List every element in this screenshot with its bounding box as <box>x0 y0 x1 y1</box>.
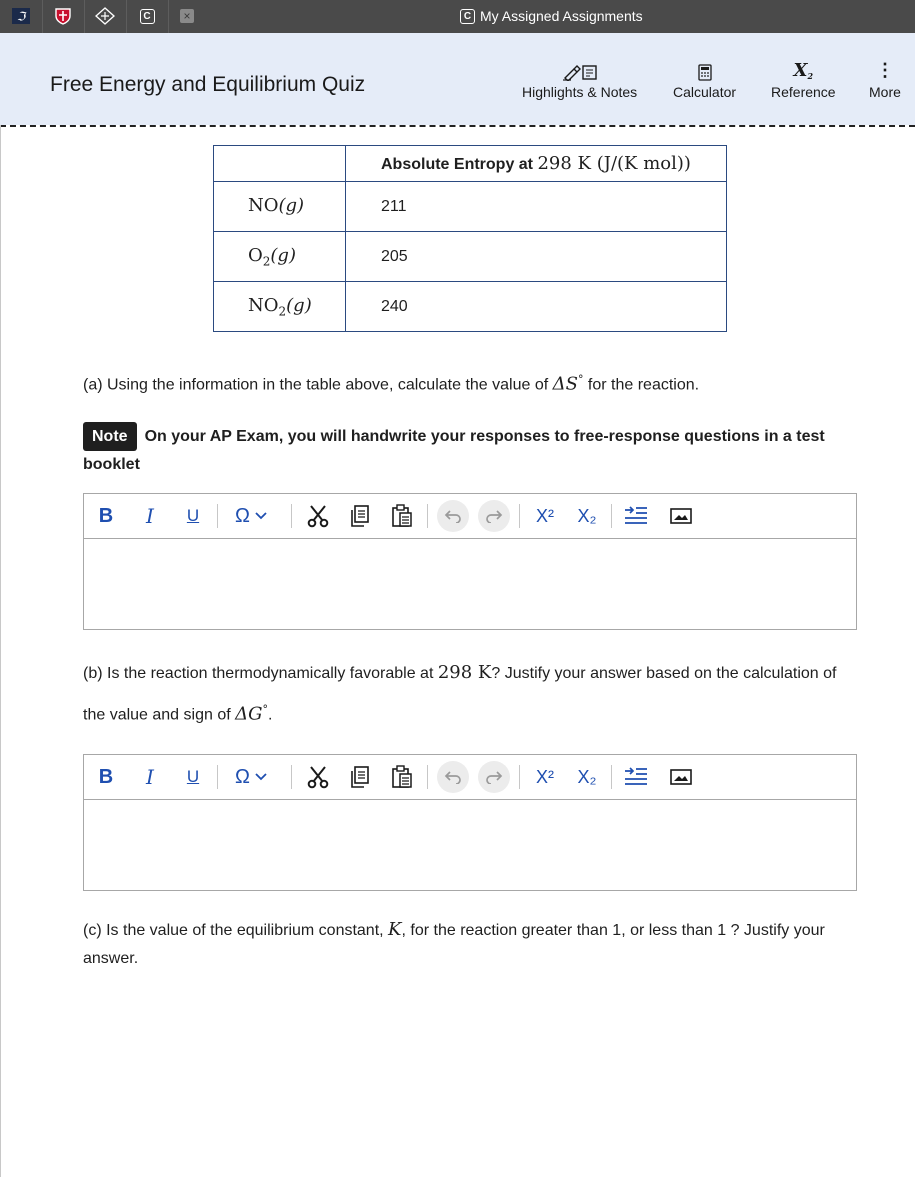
toolbar-separator <box>217 504 218 528</box>
bold-button[interactable]: B <box>98 504 114 527</box>
toolbar-separator <box>217 765 218 789</box>
toolbar-separator <box>611 765 612 789</box>
subscript-button[interactable]: X₂ <box>577 505 597 526</box>
species-cell: NO(g) <box>214 182 346 232</box>
tab-separator <box>84 0 85 33</box>
superscript-button[interactable]: X² <box>536 766 554 787</box>
paste-icon[interactable] <box>388 494 416 538</box>
image-icon[interactable] <box>666 755 696 799</box>
special-character-button[interactable]: Ω <box>227 755 275 799</box>
redo-icon <box>485 770 503 784</box>
redo-button[interactable] <box>477 755 511 799</box>
svg-text:ℑ: ℑ <box>16 9 26 24</box>
header-divider <box>0 125 915 127</box>
more-button[interactable] <box>869 61 901 100</box>
reference-icon: X $_2$ <box>793 60 814 81</box>
calculator-icon <box>698 61 712 81</box>
left-border <box>0 125 1 1177</box>
shield-icon[interactable] <box>46 4 80 28</box>
note-text: On your AP Exam, you will handwrite your responses to free-response questions in a test booklet <box>83 428 825 473</box>
tab-title-text: My Assigned Assignments <box>480 8 643 24</box>
tab-separator <box>168 0 169 33</box>
editor-toolbar <box>84 755 856 800</box>
chevron-down-icon <box>255 773 267 781</box>
toolbar-separator <box>427 504 428 528</box>
table-header-row <box>214 146 727 182</box>
tab-separator <box>126 0 127 33</box>
toolbar-separator <box>427 765 428 789</box>
crest-icon[interactable] <box>88 4 122 28</box>
indent-icon[interactable] <box>621 494 651 538</box>
note-block <box>83 422 853 478</box>
more-label: More <box>869 84 901 100</box>
italic-button[interactable]: I <box>146 765 154 789</box>
undo-icon <box>444 770 462 784</box>
toolbar-separator <box>519 765 520 789</box>
image-icon[interactable] <box>666 494 696 538</box>
table-row <box>214 232 727 282</box>
undo-button[interactable] <box>436 494 470 538</box>
paste-icon[interactable] <box>388 755 416 799</box>
redo-icon <box>485 509 503 523</box>
toolbar-separator <box>611 504 612 528</box>
undo-icon <box>444 509 462 523</box>
bold-button[interactable]: B <box>98 765 114 788</box>
cut-icon[interactable] <box>304 494 332 538</box>
close-tab-icon[interactable]: × <box>170 4 204 28</box>
response-editor-a <box>83 493 857 630</box>
editor-toolbar <box>84 494 856 539</box>
species-cell: $NO_2(g)$ <box>214 282 346 332</box>
species-cell: $O_2(g)$ <box>214 232 346 282</box>
calculator-button[interactable] <box>673 61 736 100</box>
highlights-notes-label: Highlights & Notes <box>522 84 638 100</box>
underline-button[interactable]: U <box>186 506 200 525</box>
toolbar-separator <box>291 765 292 789</box>
table-header-entropy: Absolute Entropy at 298 K (J/(K mol)) <box>346 146 727 182</box>
redo-button[interactable] <box>477 494 511 538</box>
c-logo-icon: C <box>460 9 475 24</box>
editor-text-area[interactable] <box>84 800 856 892</box>
subscript-button[interactable]: X₂ <box>577 766 597 787</box>
chevron-down-icon <box>255 512 267 520</box>
italic-button[interactable]: I <box>146 504 154 528</box>
note-badge: Note <box>83 422 137 451</box>
cut-icon[interactable] <box>304 755 332 799</box>
response-editor-b <box>83 754 857 891</box>
toolbar-separator <box>291 504 292 528</box>
toolbar-separator <box>519 504 520 528</box>
question-a: (a) Using the information in the table above, calculate the value of ΔS° for the reaction. <box>83 373 700 395</box>
highlighter-notes-icon <box>561 61 599 81</box>
reference-label: Reference <box>771 84 836 100</box>
indent-icon[interactable] <box>621 755 651 799</box>
calculator-label: Calculator <box>673 84 737 100</box>
table-header-empty <box>214 146 346 182</box>
c-tab-icon[interactable]: C <box>130 4 164 28</box>
special-character-button[interactable]: Ω <box>227 494 275 538</box>
page-title: Free Energy and Equilibrium Quiz <box>50 73 366 96</box>
scripture-icon[interactable] <box>4 4 38 28</box>
browser-tab-bar <box>0 0 915 33</box>
quiz-header <box>0 33 915 125</box>
table-row <box>214 182 727 232</box>
superscript-button[interactable]: X² <box>536 505 554 526</box>
entropy-value-cell: 240 <box>346 282 727 332</box>
underline-button[interactable]: U <box>186 767 200 786</box>
more-vertical-icon: ⋮ <box>875 60 894 80</box>
entropy-table <box>213 145 727 332</box>
editor-text-area[interactable] <box>84 539 856 631</box>
highlights-notes-button[interactable] <box>522 61 637 100</box>
copy-icon[interactable] <box>346 494 374 538</box>
question-c: (c) Is the value of the equilibrium constant, K, for the reaction greater than 1, or less than 1 ? Justify your answer. <box>83 919 825 967</box>
tab-separator <box>42 0 43 33</box>
reference-button[interactable] <box>771 61 836 100</box>
copy-icon[interactable] <box>346 755 374 799</box>
entropy-value-cell: 205 <box>346 232 727 282</box>
question-b: (b) Is the reaction thermodynamically favorable at 298 K? Justify your answer based on the calculation of the value and sign of ΔG°. <box>83 662 837 725</box>
undo-button[interactable] <box>436 755 470 799</box>
table-row <box>214 282 727 332</box>
entropy-value-cell: 211 <box>346 182 727 232</box>
active-tab[interactable] <box>460 6 643 26</box>
